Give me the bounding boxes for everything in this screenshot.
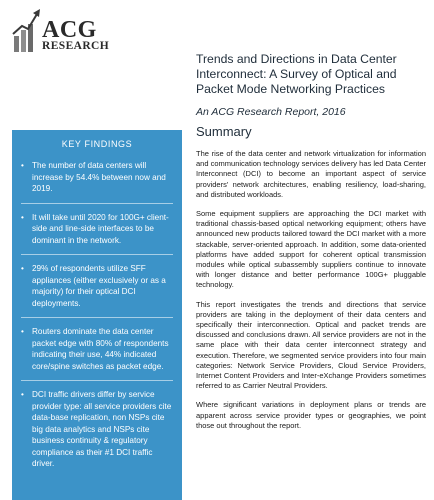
summary-paragraph: This report investigates the trends and directions that service providers are taking in the deployment of their data centers and specifically their interconnection. Optical and packet trends are discussed and conclusions drawn. All service providers are not in the same place with their data center interconnect strategy and execution. Therefore, we segmented service providers into four main categories: Network Service Providers, Cloud Service Providers, Internet Content Providers and Inter-eXchange Providers sometimes referred to as Carrier Neutral Providers.: [196, 299, 426, 391]
key-finding-item: [12, 389, 182, 470]
logo-wordmark: ACG: [42, 17, 97, 43]
key-findings-sidebar: [12, 130, 182, 500]
key-finding-text: Routers dominate the data center packet edge with 80% of respondents indicating their use, 44% indicated core/spine switches as packet edge.: [32, 327, 169, 371]
key-finding-item: [12, 212, 182, 247]
finding-divider: [21, 317, 173, 318]
key-findings-heading: KEY FINDINGS: [61, 139, 133, 149]
summary-paragraph: Where significant variations in deployment plans or trends are apparent across service provider types or geographies, we point those out throughout the report.: [196, 400, 426, 430]
bullet-icon: •: [21, 161, 24, 170]
bullet-icon: •: [21, 390, 24, 399]
finding-divider: [21, 254, 173, 255]
key-finding-text: The number of data centers will increase by 54.4% between now and 2019.: [32, 161, 166, 193]
report-subtitle: An ACG Research Report, 2016: [196, 106, 346, 118]
summary-paragraph: The rise of the data center and network virtualization for information and communication technology services delivery has led Data Center Interconnect (DCI) to become an important aspect of service providers' network architectures, enabling resiliency, load-sharing, and distributed workloads.: [196, 149, 426, 199]
key-finding-item: [12, 326, 182, 372]
summary-heading: Summary: [196, 124, 252, 139]
key-finding-item: [12, 263, 182, 309]
bullet-icon: •: [21, 212, 24, 222]
key-finding-item: [12, 160, 182, 195]
acg-research-logo: [12, 6, 132, 56]
key-finding-text: It will take until 2020 for 100G+ client-side and line-side interfaces to be dominant in the network.: [32, 212, 169, 245]
summary-paragraph: Some equipment suppliers are approaching the DCI market with traditional chassis-based optical networking equipment; others have announced new products tailored toward the DCI market with a more stackable, server-oriented approach. In addition, some data-oriented platforms have added support for coherent optical transmission modules while optical subassembly suppliers continue to innovate with longer distance and better performance 100G+ pluggable technology.: [196, 209, 426, 290]
key-finding-text: 29% of respondents utilize SFF appliances (either exclusively or as a majority) for their optical DCI deployments.: [32, 264, 166, 308]
report-title: Trends and Directions in Data Center Interconnect: A Survey of Optical and Packet Mode Networking Practices: [196, 52, 397, 96]
logo-subtitle: RESEARCH: [42, 40, 110, 52]
summary-body: [196, 149, 426, 440]
finding-divider: [21, 203, 173, 204]
bullet-icon: •: [21, 264, 24, 273]
key-finding-text: DCI traffic drivers differ by service provider type: all service providers cite data-base replication, non NSPs cite big data analytics and NSPs cite business continuity & regulatory compliance as their #1 DCI traffic driver.: [32, 390, 172, 468]
finding-divider: [21, 380, 173, 381]
bullet-icon: •: [21, 327, 24, 336]
